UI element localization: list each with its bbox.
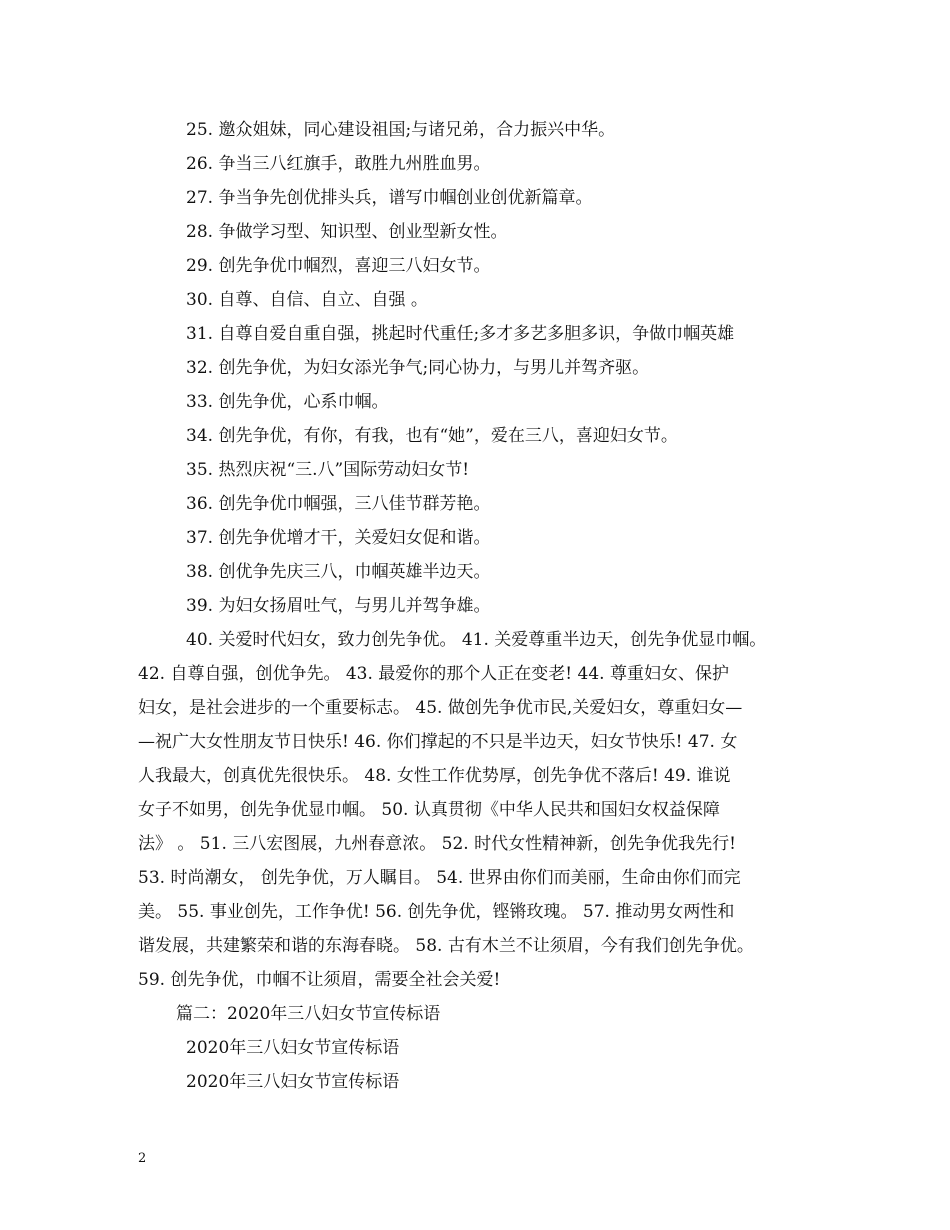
list-item: 35. 热烈庆祝“三.八”国际劳动妇女节! bbox=[186, 460, 470, 480]
list-item: 31. 自尊自爱自重自强，挑起时代重任;多才多艺多胆多识，争做巾帼英雄 bbox=[186, 324, 735, 344]
list-item: 29. 创先争优巾帼烈，喜迎三八妇女节。 bbox=[186, 256, 491, 276]
list-item: 32. 创先争优，为妇女添光争气;同心协力，与男儿并驾齐驱。 bbox=[186, 358, 650, 378]
paragraph-line: 53. 时尚潮女， 创先争优，万人瞩目。 54. 世界由你们而美丽，生命由你们而完 bbox=[138, 868, 741, 888]
paragraph-line: 40. 关爱时代妇女，致力创先争优。 41. 关爱尊重半边天，创先争优显巾帼。 bbox=[186, 630, 767, 650]
paragraph-line: 女子不如男，创先争优显巾帼。 50. 认真贯彻《中华人民共和国妇女权益保障 bbox=[138, 800, 720, 820]
paragraph-line: 妇女，是社会进步的一个重要标志。 45. 做创先争优市民,关爱妇女，尊重妇女— bbox=[138, 698, 743, 718]
list-item: 33. 创先争优，心系巾帼。 bbox=[186, 392, 389, 412]
paragraph-line: 谐发展，共建繁荣和谐的东海春晓。 58. 古有木兰不让须眉，今有我们创先争优。 bbox=[138, 936, 754, 956]
list-item: 36. 创先争优巾帼强，三八佳节群芳艳。 bbox=[186, 494, 491, 514]
list-item: 38. 创优争先庆三八，巾帼英雄半边天。 bbox=[186, 562, 491, 582]
sub-heading: 2020年三八妇女节宣传标语 bbox=[186, 1072, 400, 1092]
page-number: 2 bbox=[138, 1151, 147, 1166]
list-item: 34. 创先争优，有你，有我，也有“她”，爱在三八，喜迎妇女节。 bbox=[186, 426, 678, 446]
section-heading: 篇二：2020年三八妇女节宣传标语 bbox=[176, 1004, 441, 1024]
list-item: 25. 邀众姐妹，同心建设祖国;与诸兄弟，合力振兴中华。 bbox=[186, 120, 616, 140]
paragraph-line: 法》 。 51. 三八宏图展，九州春意浓。 52. 时代女性精神新，创先争优我先行! bbox=[138, 834, 736, 854]
list-item: 39. 为妇女扬眉吐气，与男儿并驾争雄。 bbox=[186, 596, 491, 616]
sub-heading: 2020年三八妇女节宣传标语 bbox=[186, 1038, 400, 1058]
paragraph-line: 美。 55. 事业创先，工作争优! 56. 创先争优，铿锵玫瑰。 57. 推动男女两性和 bbox=[138, 902, 735, 922]
list-item: 27. 争当争先创优排头兵，谱写巾帼创业创优新篇章。 bbox=[186, 188, 593, 208]
paragraph-line: 人我最大，创真优先很快乐。 48. 女性工作优势厚，创先争优不落后! 49. 谁说 bbox=[138, 766, 731, 786]
paragraph-line: —祝广大女性朋友节日快乐! 46. 你们撑起的不只是半边天，妇女节快乐! 47. 女 bbox=[138, 732, 738, 752]
paragraph-line: 59. 创先争优，巾帼不让须眉，需要全社会关爱! bbox=[138, 970, 501, 990]
list-item: 28. 争做学习型、知识型、创业型新女性。 bbox=[186, 222, 508, 242]
list-item: 30. 自尊、自信、自立、自强 。 bbox=[186, 290, 428, 310]
list-item: 26. 争当三八红旗手，敢胜九州胜血男。 bbox=[186, 154, 491, 174]
paragraph-line: 42. 自尊自强，创优争先。 43. 最爱你的那个人正在变老! 44. 尊重妇女、保护 bbox=[138, 664, 729, 684]
list-item: 37. 创先争优增才干，关爱妇女促和谐。 bbox=[186, 528, 491, 548]
